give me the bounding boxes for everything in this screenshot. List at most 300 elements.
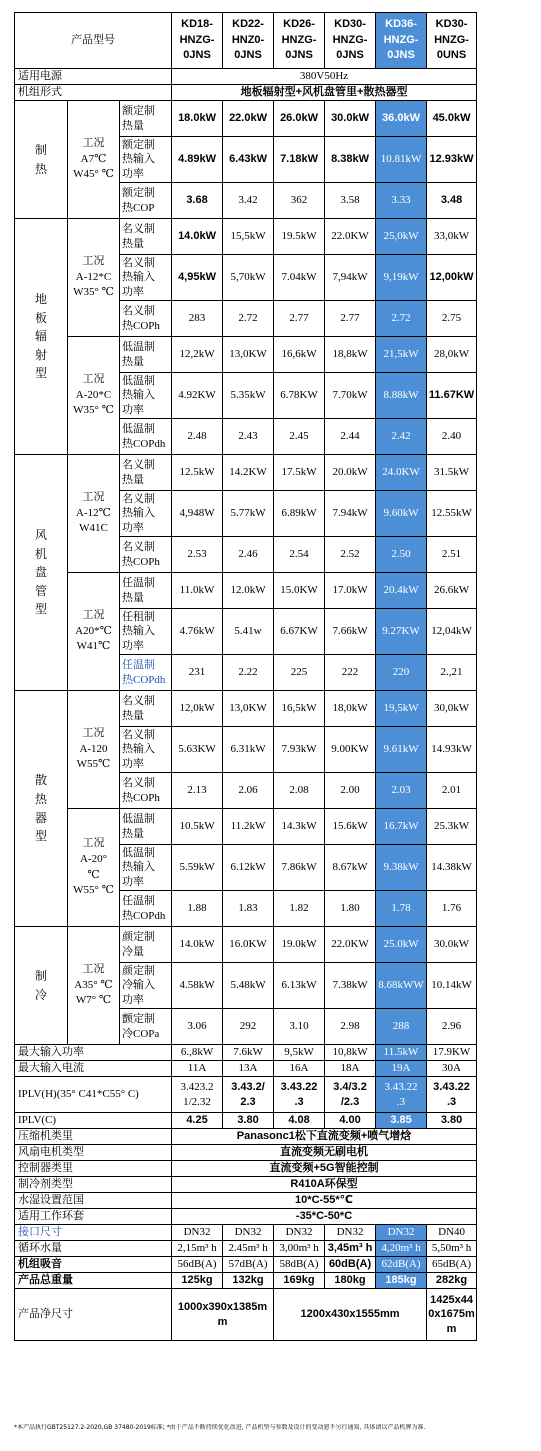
metric-label-line: 冷输入 [122,979,155,992]
metric-label [120,773,172,809]
metric-value: 6.78KW [274,373,325,419]
metric-value: 19.0kW [274,927,325,963]
metric-label [120,373,172,419]
metric-label-line: 热量 [122,591,144,604]
metric-value: 2.96 [427,1009,477,1045]
fan-motor-label: 风扇电机类型 [15,1145,172,1161]
condition-label [68,219,120,337]
metric-value: 30,0kW [427,691,477,727]
section-name [15,691,68,927]
fan-motor-value: 直流变频无刷电机 [172,1145,477,1161]
model-name [376,13,427,69]
metric-value: 7.04kW [274,255,325,301]
metric-label-line: 功率 [122,639,144,652]
metric-value: 2.22 [223,655,274,691]
metric-label-line: 低温制 [122,375,155,388]
iplv-h-row [15,1077,477,1113]
metric-value: 18.0kW [172,101,223,137]
metric-value: 31.5kW [427,455,477,491]
pipe-value: DN32 [274,1225,325,1241]
metric-label-line: 功率 [122,167,144,180]
condition-line: A20*℃ [75,624,112,637]
metric-value: 1.80 [325,891,376,927]
metric-label-line: 热量 [122,119,144,132]
noise-value: 65dB(A) [427,1257,477,1273]
metric-value: 30.0kW [325,101,376,137]
metric-value: 25.0kW [376,927,427,963]
metric-value: 225 [274,655,325,691]
metric-label [120,573,172,609]
iplv-h-line: 1/2.32 [183,1095,211,1108]
condition-label [68,691,120,809]
metric-label-line: 热输入 [122,389,155,402]
performance-row [15,219,477,255]
metric-value: 2.00 [325,773,376,809]
iplv-h-line: /2.3 [340,1095,360,1108]
metric-value: 9.60kW [376,491,427,537]
pipe-value: DN32 [325,1225,376,1241]
max-power-value: 9,5kW [274,1045,325,1061]
metric-value: 16.7kW [376,809,427,845]
metric-value: 16,6kW [274,337,325,373]
metric-label-line: 热输入 [122,153,155,166]
metric-value: 10.81kW [376,137,427,183]
noise-value: 57dB(A) [223,1257,274,1273]
controller-row [15,1161,477,1177]
condition-line: 工况 [82,608,105,621]
section-name-char: 辐 [35,329,48,344]
max-power-value: 17.9KW [427,1045,477,1061]
metric-value: 22.0KW [325,219,376,255]
water-flow-value: 3,00m³ h [274,1241,325,1257]
metric-value: 2.54 [274,537,325,573]
ambient-row [15,1209,477,1225]
metric-label [120,255,172,301]
iplv-c-value: 3.80 [223,1113,274,1129]
condition-line: W45° ℃ [73,168,114,181]
metric-value: 2.50 [376,537,427,573]
iplv-c-value: 3.80 [427,1113,477,1129]
section-name-char: 型 [35,829,48,844]
condition-line: A-20*C [75,388,112,401]
iplv-h-line: 3.43.2/ [231,1081,265,1094]
iplv-h-line: 3.43.22 [384,1081,418,1094]
pipe-value: DN32 [172,1225,223,1241]
metric-value: 9.27KW [376,609,427,655]
metric-label-line: 任租制 [122,611,155,624]
metric-label-line: 名义制 [122,459,155,472]
iplv-h-line: 3.4/3.2 [333,1081,367,1094]
metric-value: 3.33 [376,183,427,219]
metric-value: 33,0kW [427,219,477,255]
metric-value: 45.0kW [427,101,477,137]
weight-value: 282kg [427,1273,477,1289]
model-name [325,13,376,69]
pipe-value: DN40 [427,1225,477,1241]
water-temp-label: 水湿设置范国 [15,1193,172,1209]
metric-value: 2.,21 [427,655,477,691]
metric-label-line: 功率 [122,285,144,298]
metric-value: 22.0kW [223,101,274,137]
condition-line: A-120 [79,742,108,755]
metric-label-line: 热量 [122,237,144,250]
metric-value: 17.5kW [274,455,325,491]
metric-value: 21,5kW [376,337,427,373]
metric-label [120,537,172,573]
max-power-value: 6.,8kW [172,1045,223,1061]
iplv-c-value: 4.25 [172,1113,223,1129]
metric-value: 11.2kW [223,809,274,845]
metric-value: 3.48 [427,183,477,219]
iplv-h-line: .3 [396,1095,406,1108]
metric-label-line: 低温制 [122,341,155,354]
metric-label-line: 颤定制 [122,1013,155,1026]
max-current-label: 最大输入电流 [15,1061,172,1077]
water-flow-value: 4,20m³ h [376,1241,427,1257]
section-name-char: 管 [35,583,48,598]
metric-label-line: 名义制 [122,493,155,506]
metric-label-line: 名义制 [122,777,155,790]
metric-label-line: 名义制 [122,541,155,554]
metric-label [120,137,172,183]
max-current-row [15,1061,477,1077]
metric-label-line: 名义制 [122,223,155,236]
metric-label-line: 任温制 [122,659,155,672]
model-name-line: 0JNS [336,49,364,62]
section-name-char: 型 [35,602,48,617]
controller-label: 控制器类里 [15,1161,172,1177]
model-name-line: HNZG- [179,33,215,46]
model-name-line: KD36- [385,17,417,30]
metric-label [120,183,172,219]
refrigerant-label: 制冷剂类型 [15,1177,172,1193]
metric-value: 2.44 [325,419,376,455]
metric-value: 2.52 [325,537,376,573]
metric-value: 18,8kW [325,337,376,373]
metric-value: 2.77 [325,301,376,337]
metric-value: 9.00KW [325,727,376,773]
metric-value: 4.89kW [172,137,223,183]
model-name-line: 0JNS [234,49,262,62]
fan-motor-row [15,1145,477,1161]
metric-value: 2.72 [223,301,274,337]
metric-label-line: 功率 [122,875,144,888]
noise-value: 60dB(A) [325,1257,376,1273]
model-name-line: KD30- [334,17,366,30]
metric-label [120,337,172,373]
metric-label-line: 热COPh [122,791,160,804]
metric-label [120,1009,172,1045]
performance-row [15,573,477,609]
model-header-row [15,13,477,69]
product-model-label: 产品型号 [15,13,172,69]
ambient-label: 适用工作环套 [15,1209,172,1225]
metric-value: 2.98 [325,1009,376,1045]
model-name [274,13,325,69]
spec-table [14,12,477,1341]
metric-value: 7.94kW [325,491,376,537]
metric-label-line: 功率 [122,757,144,770]
section-name-char: 热 [35,791,48,806]
metric-value: 36.0kW [376,101,427,137]
section-name-text [35,967,47,1004]
metric-value: 12.93kW [427,137,477,183]
condition-label [68,927,120,1045]
condition-line: 工况 [82,726,105,739]
pipe-value: DN32 [223,1225,274,1241]
condition-line: W7° ℃ [75,994,112,1007]
metric-value: 288 [376,1009,427,1045]
metric-value: 5.59kW [172,845,223,891]
metric-value: 14.0kW [172,219,223,255]
metric-value: 16,5kW [274,691,325,727]
condition-line: 工况 [82,136,105,149]
metric-value: 2.46 [223,537,274,573]
performance-row [15,101,477,137]
performance-row [15,455,477,491]
metric-value: 28,0kW [427,337,477,373]
model-name-line: HNZG- [281,33,317,46]
metric-value: 30.0kW [427,927,477,963]
metric-value: 19,5kW [376,691,427,727]
metric-label [120,491,172,537]
metric-value: 9,19kW [376,255,427,301]
metric-label [120,609,172,655]
metric-value: 12.0kW [223,573,274,609]
section-name-char: 地 [35,292,48,307]
water-temp-value: 10*C-55*℃ [172,1193,477,1209]
model-name-line: HNZG- [434,33,469,46]
metric-value: 16.0KW [223,927,274,963]
metric-label [120,809,172,845]
metric-value: 1.83 [223,891,274,927]
compressor-label: 压缩机类里 [15,1129,172,1145]
section-name-char: 制 [35,142,48,157]
section-name-text [35,141,47,178]
power-label: 适用电源 [15,69,172,85]
condition-line: W55℃ [76,758,111,771]
iplv-h-value [325,1077,376,1113]
metric-value: 6.13kW [274,963,325,1009]
section-name-text [35,526,47,619]
metric-label-line: 任温制 [122,577,155,590]
section-name-char: 散 [35,773,48,788]
max-power-value: 10,8kW [325,1045,376,1061]
metric-label-line: 颜定制 [122,931,155,944]
metric-label [120,419,172,455]
metric-value: 5.63KW [172,727,223,773]
metric-label-line: 热量 [122,827,144,840]
condition-line: A35° ℃ [74,978,113,991]
noise-label: 机组吸音 [15,1257,172,1273]
metric-value: 19.5kW [274,219,325,255]
metric-label [120,655,172,691]
metric-value: 1.88 [172,891,223,927]
metric-value: 5.41w [223,609,274,655]
model-name-line: HNZG- [332,33,368,46]
condition-label [68,573,120,691]
metric-value: 1.82 [274,891,325,927]
metric-value: 222 [325,655,376,691]
max-power-row [15,1045,477,1061]
metric-value: 292 [223,1009,274,1045]
metric-value: 9.61kW [376,727,427,773]
iplv-h-line: 2.3 [240,1095,256,1108]
iplv-c-row [15,1113,477,1129]
iplv-h-line: .3 [446,1095,457,1108]
section-name-char: 盘 [35,565,48,580]
metric-label-line: 热输入 [122,271,155,284]
performance-row [15,691,477,727]
metric-value: 2.45 [274,419,325,455]
metric-value: 7.70kW [325,373,376,419]
metric-value: 1.76 [427,891,477,927]
ambient-value: -35*C-50*C [172,1209,477,1225]
condition-line: W41℃ [76,640,111,653]
metric-label-line: 功率 [122,993,144,1006]
section-name [15,101,68,219]
metric-label-line: 额定制 [122,139,155,152]
metric-value: 12,04kW [427,609,477,655]
metric-value: 2.08 [274,773,325,809]
metric-value: 283 [172,301,223,337]
controller-value: 直流变频+5G智能控制 [172,1161,477,1177]
metric-label-line: 冷量 [122,945,144,958]
condition-line: W55° ℃ [73,884,114,897]
water-temp-row [15,1193,477,1209]
metric-label [120,727,172,773]
metric-value: 14.2KW [223,455,274,491]
metric-value: 2.42 [376,419,427,455]
metric-value: 6.67KW [274,609,325,655]
metric-value: 14.38kW [427,845,477,891]
noise-value: 56dB(A) [172,1257,223,1273]
metric-value: 7,94kW [325,255,376,301]
metric-label-line: 热COPdh [122,909,166,922]
metric-label-line: 热COPh [122,319,160,332]
compressor-row [15,1129,477,1145]
performance-row [15,927,477,963]
metric-label-line: 热COP [122,201,155,214]
metric-label [120,845,172,891]
metric-label-line: 低温制 [122,813,155,826]
metric-value: 26.0kW [274,101,325,137]
model-name [223,13,274,69]
dimensions-row [15,1289,477,1341]
metric-label-line: 功率 [122,521,144,534]
metric-value: 1.78 [376,891,427,927]
metric-value: 7.38kW [325,963,376,1009]
metric-value: 5.77kW [223,491,274,537]
model-name-line: HNZG- [383,33,419,46]
metric-value: 7.93kW [274,727,325,773]
metric-value: 8.67kW [325,845,376,891]
max-current-value: 18A [325,1061,376,1077]
section-name-text [35,771,47,845]
metric-value: 6.12kW [223,845,274,891]
refrigerant-row [15,1177,477,1193]
metric-value: 6.43kW [223,137,274,183]
iplv-h-value [376,1077,427,1113]
iplv-h-value [427,1077,477,1113]
metric-label [120,891,172,927]
metric-value: 10.5kW [172,809,223,845]
metric-value: 24.0KW [376,455,427,491]
metric-value: 7.86kW [274,845,325,891]
section-name-char: 制 [35,968,48,983]
weight-value: 180kg [325,1273,376,1289]
metric-value: 12.55kW [427,491,477,537]
power-value: 380V50Hz [172,69,477,85]
condition-line: 工况 [82,962,105,975]
metric-label-line: 低温制 [122,423,155,436]
iplv-c-value: 4.00 [325,1113,376,1129]
pipe-value: DN32 [376,1225,427,1241]
metric-value: 4,95kW [172,255,223,301]
model-name [172,13,223,69]
condition-line: W35° ℃ [73,286,114,299]
metric-value: 6.31kW [223,727,274,773]
metric-value: 3.68 [172,183,223,219]
metric-label-line: 名义制 [122,305,155,318]
metric-value: 12.5kW [172,455,223,491]
metric-value: 9.38kW [376,845,427,891]
dimensions-value-b: 1200x430x1555mm [274,1289,427,1341]
unit-form-label: 机组形式 [15,85,172,101]
condition-label [68,809,120,927]
iplv-c-label: IPLV(C) [15,1113,172,1129]
max-power-value: 7.6kW [223,1045,274,1061]
metric-value: 2.06 [223,773,274,809]
metric-value: 6.89kW [274,491,325,537]
section-name-char: 冷 [35,987,48,1002]
noise-value: 62dB(A) [376,1257,427,1273]
section-name-char: 机 [35,546,48,561]
metric-value: 12,0kW [172,691,223,727]
metric-value: 2.13 [172,773,223,809]
metric-value: 7.18kW [274,137,325,183]
metric-value: 18,0kW [325,691,376,727]
metric-value: 20.4kW [376,573,427,609]
condition-line: A-12℃ [76,506,111,519]
metric-value: 3.58 [325,183,376,219]
compressor-value: Panasonc1松下直流变频+喷气增焓 [172,1129,477,1145]
section-name-text [35,290,47,383]
metric-label-line: 热输入 [122,743,155,756]
condition-line: ℃ [87,868,100,881]
iplv-h-value [223,1077,274,1113]
section-name-char: 射 [35,347,48,362]
section-name [15,455,68,691]
water-flow-value: 5,50m³ h [427,1241,477,1257]
max-power-value: 11.5kW [376,1045,427,1061]
footer-note: *本产品执行GBT25127.2-2020,GB 37480-2019标准; *由于产品不断持续优化改进, 产品机型与参数及设计的变动恕不另行通知, 具体请以产品机牌为准. [14,1424,426,1431]
iplv-c-value: 3.85 [376,1113,427,1129]
metric-value: 12,2kW [172,337,223,373]
metric-value: 231 [172,655,223,691]
iplv-h-label: IPLV(H)(35° C41*C55° C) [15,1077,172,1113]
condition-line: W41C [79,522,108,535]
power-row [15,69,477,85]
metric-label-line: 名义制 [122,257,155,270]
model-name-line: 0UNS [436,49,467,62]
metric-value: 8.38kW [325,137,376,183]
water-flow-value: 2,15m³ h [172,1241,223,1257]
section-name [15,219,68,455]
iplv-h-value [172,1077,223,1113]
model-name-line: KD30- [435,17,468,30]
metric-value: 4.92KW [172,373,223,419]
